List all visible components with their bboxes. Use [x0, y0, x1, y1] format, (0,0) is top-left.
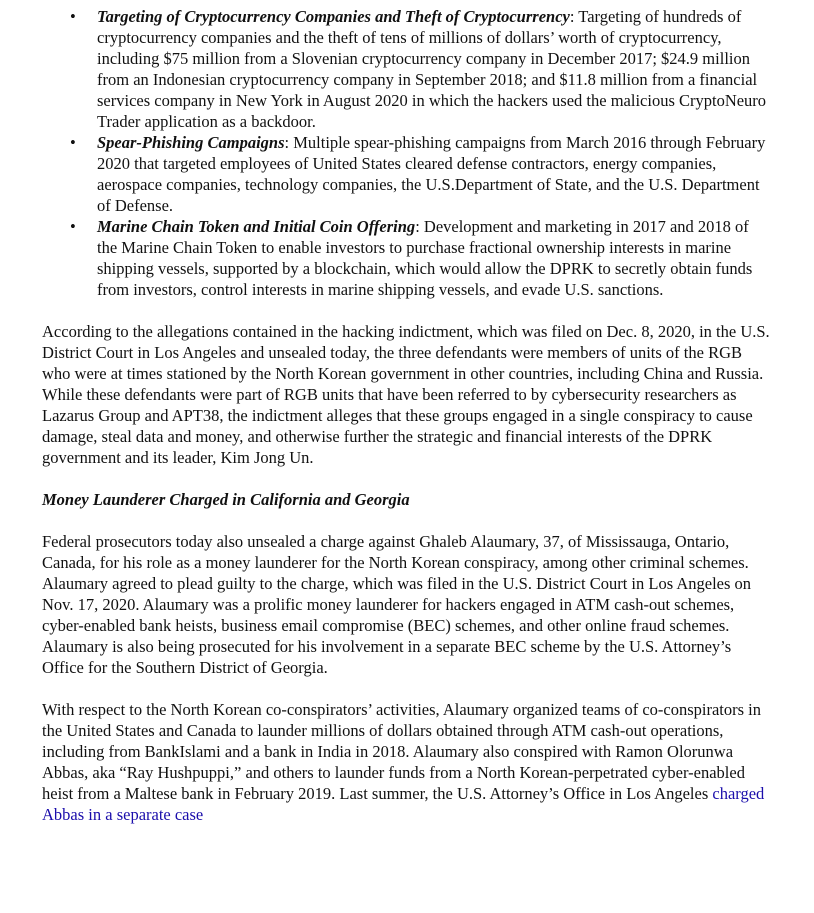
bullet-text: : Development and marketing in 2017 and 2018 of the Marine Chain Token to enable investors to purchase fractional ownership interests in marine shipping vessels, supported by a blockchain, which would allow the DPRK to secretly obtain funds from investors, control interests in marine shipping vessels, and evade U.S. sanctions. [97, 217, 753, 299]
bullet-item [42, 216, 772, 300]
bullet-dot-icon: • [70, 217, 76, 236]
abbas-case-link[interactable]: charged Abbas in a separate case [42, 784, 765, 824]
section-heading: Money Launderer Charged in California and Georgia [42, 490, 410, 509]
document-page [42, 6, 772, 825]
money-launderer-paragraph: Federal prosecutors today also unsealed a charge against Ghaleb Alaumary, 37, of Mississauga, Ontario, Canada, for his role as a money launderer for the North Korean conspiracy, among other criminal schemes. Alaumary agreed to plead guilty to the charge, which was filed in the U.S. District Court in Los Angeles on Nov. 17, 2020. Alaumary was a prolific money launderer for hackers engaged in ATM cash-out schemes, cyber-enabled bank heists, business email compromise (BEC) schemes, and other online fraud schemes. Alaumary is also being prosecuted for his involvement in a separate BEC scheme by the U.S. Attorney’s Office for the Southern District of Georgia. [42, 532, 752, 677]
bullet-dot-icon: • [70, 7, 76, 26]
bullet-list [42, 6, 772, 300]
paragraph-text: With respect to the North Korean co-conspirators’ activities, Alaumary organized teams of co-conspirators in the United States and Canada to launder millions of dollars obtained through ATM cash-out operations, including from BankIslami and a bank in India in 2018. Alaumary also conspired with Ramon Olorunwa Abbas, aka “Ray Hushpuppi,” and others to launder funds from a North Korean-perpetrated cyber-enabled heist from a Maltese bank in February 2019. Last summer, the U.S. Attorney’s Office in Los Angeles [42, 700, 761, 803]
indictment-paragraph: According to the allegations contained in the hacking indictment, which was filed on Dec. 8, 2020, in the U.S. District Court in Los Angeles and unsealed today, the three defendants were members of units of the RGB who were at times stationed by the North Korean government in other countries, including China and Russia. While these defendants were part of RGB units that have been referred to by cybersecurity researchers as Lazarus Group and APT38, the indictment alleges that these groups engaged in a single conspiracy to cause damage, steal data and money, and otherwise further the strategic and financial interests of the DPRK government and its leader, Kim Jong Un. [42, 322, 770, 467]
bullet-item [42, 132, 772, 216]
bullet-dot-icon: • [70, 133, 76, 152]
co-conspirators-paragraph [42, 699, 772, 825]
bullet-item [42, 6, 772, 132]
bullet-text: : Targeting of hundreds of cryptocurrency companies and the theft of tens of millions of dollars’ worth of cryptocurrency, including $75 million from a Slovenian cryptocurrency company in December 2017; $24.9 million from an Indonesian cryptocurrency company in September 2018; and $11.8 million from a financial services company in New York in August 2020 in which the hackers used the malicious CryptoNeuro Trader application as a backdoor. [97, 7, 767, 131]
bullet-term: Spear-Phishing Campaigns [97, 133, 285, 152]
bullet-term: Targeting of Cryptocurrency Companies and Theft of Cryptocurrency [97, 7, 570, 26]
bullet-text: : Multiple spear-phishing campaigns from March 2016 through February 2020 that targeted employees of United States cleared defense contractors, energy companies, aerospace companies, technology companies, the U.S.Department of State, and the U.S. Department of Defense. [97, 133, 766, 215]
bullet-term: Marine Chain Token and Initial Coin Offering [97, 217, 416, 236]
